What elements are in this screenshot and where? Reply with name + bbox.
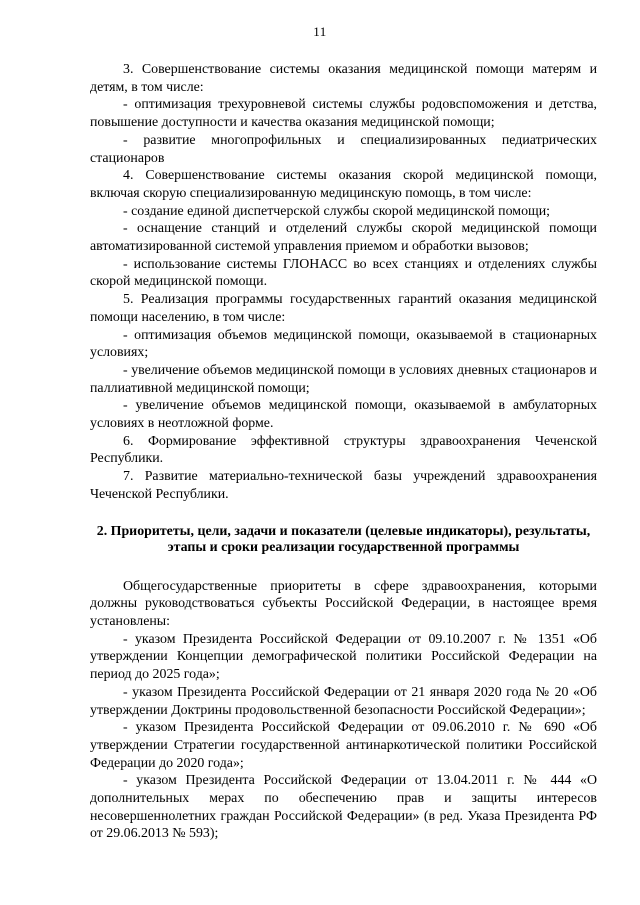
list-item: - оптимизация объемов медицинской помощи, оказываемой в стационарных условиях; bbox=[90, 327, 597, 361]
list-item: - создание единой диспетчерской службы скорой медицинской помощи; bbox=[123, 203, 551, 219]
list-item: - увеличение объемов медицинской помощи, оказываемой в амбулаторных условиях в неотложной форме. bbox=[90, 398, 597, 432]
list-item: 7. Развитие материально-технической базы учреждений здравоохранения Чеченской Республики. bbox=[90, 469, 597, 502]
page-number: 11 bbox=[313, 24, 327, 39]
document-body bbox=[90, 61, 597, 843]
paragraph: - указом Президента Российской Федерации от 09.06.2010 г. № 690 «Об утверждении Стратегии государственной антинаркотической политики Российской Федерации до 2020 года»; bbox=[90, 720, 597, 771]
list-item: 4. Совершенствование системы оказания скорой медицинской помощи, включая скорую специализированную медицинскую помощь, в том числе: bbox=[90, 168, 597, 201]
list-item: - оснащение станций и отделений службы скорой медицинской помощи автоматизированной системой управления приемом и обработки вызовов; bbox=[90, 221, 597, 255]
list-item: - развитие многопрофильных и специализированных педиатрических стационаров bbox=[90, 132, 597, 166]
paragraph: - указом Президента Российской Федерации от 13.04.2011 г. № 444 «О дополнительных мерах по обеспечению прав и защиты интересов несовершеннолетних граждан Российской Федерации» (в ред. Указа Президента РФ от 29.06.2013 № 593); bbox=[90, 773, 597, 842]
list-item: - увеличение объемов медицинской помощи в условиях дневных стационаров и паллиативной медицинской помощи; bbox=[90, 362, 597, 396]
paragraph: Общегосударственные приоритеты в сфере здравоохранения, которыми должны руководствоваться субъекты Российской Федерации, в настоящее время установлены: bbox=[90, 578, 597, 629]
list-item: - использование системы ГЛОНАСС во всех станциях и отделениях службы скорой медицинской помощи. bbox=[90, 256, 597, 290]
list-item: 3. Совершенствование системы оказания медицинской помощи матерям и детям, в том числе: bbox=[90, 62, 597, 95]
paragraph: - указом Президента Российской Федерации от 21 января 2020 года № 20 «Об утверждении Доктрины продовольственной безопасности Российской Федерации»; bbox=[90, 684, 597, 718]
list-item: 5. Реализация программы государственных гарантий оказания медицинской помощи населению, в том числе: bbox=[90, 292, 597, 325]
list-item: - оптимизация трехуровневой системы службы родовспоможения и детства, повышение доступности и качества оказания медицинской помощи; bbox=[90, 97, 597, 131]
section-heading: 2. Приоритеты, цели, задачи и показатели (целевые индикаторы), результаты, этапы и сроки реализации государственной программы bbox=[96, 523, 591, 555]
paragraph: - указом Президента Российской Федерации от 09.10.2007 г. № 1351 «Об утверждении Концепции демографической политики Российской Федерации на период до 2025 года»; bbox=[90, 631, 597, 683]
list-item: 6. Формирование эффективной структуры здравоохранения Чеченской Республики. bbox=[90, 433, 597, 467]
